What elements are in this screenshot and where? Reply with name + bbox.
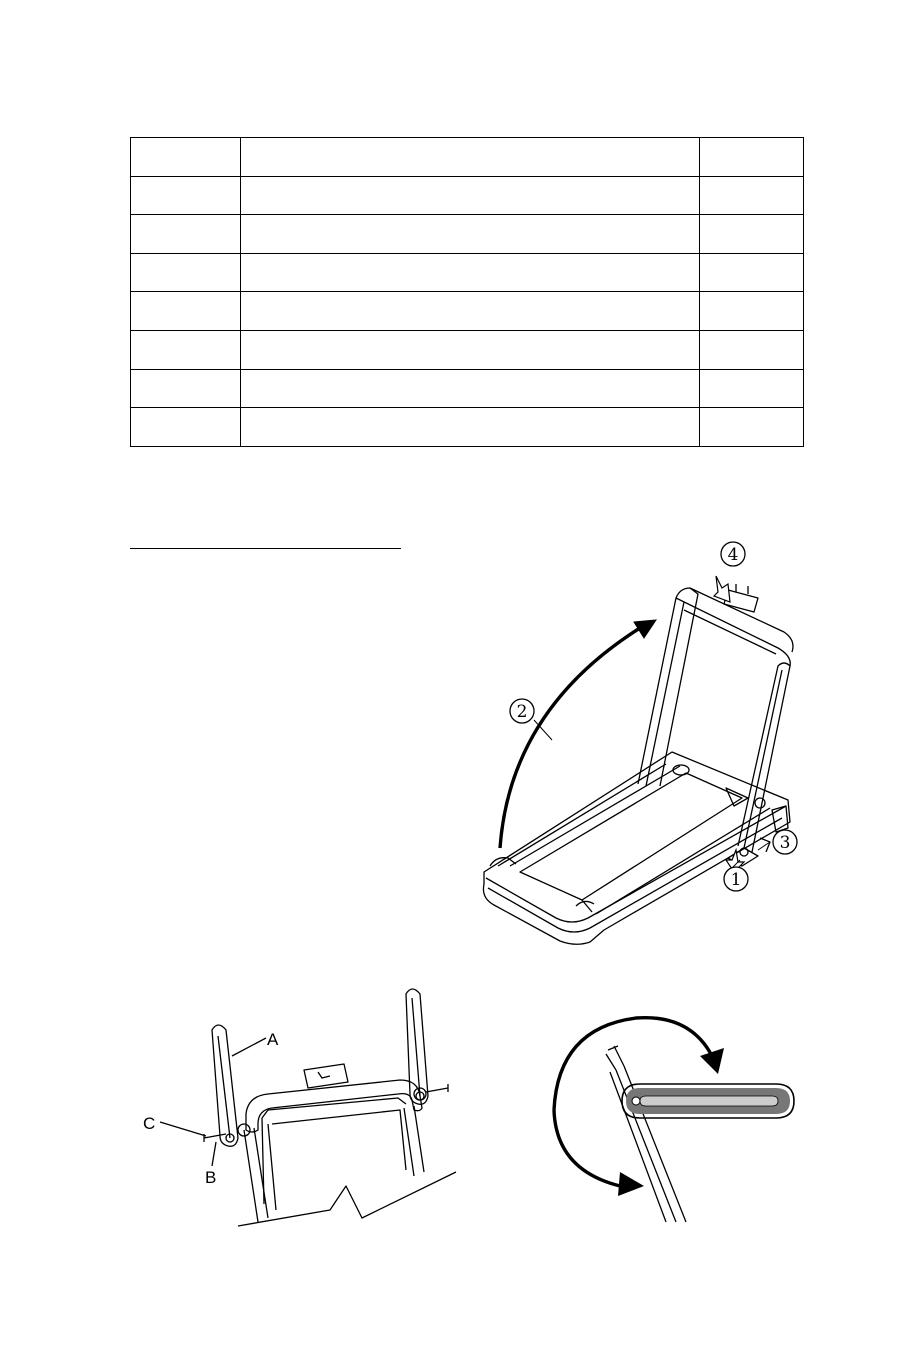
step-2-label: 2: [516, 702, 528, 722]
label-b: B: [205, 1168, 217, 1187]
rotate-arrow-bottom: [554, 1110, 620, 1186]
step-4-label: 4: [727, 545, 739, 565]
label-a: A: [267, 1030, 279, 1049]
label-c: C: [143, 1114, 156, 1133]
step-3-label: 3: [779, 833, 791, 853]
step-1-label: 1: [730, 870, 742, 890]
